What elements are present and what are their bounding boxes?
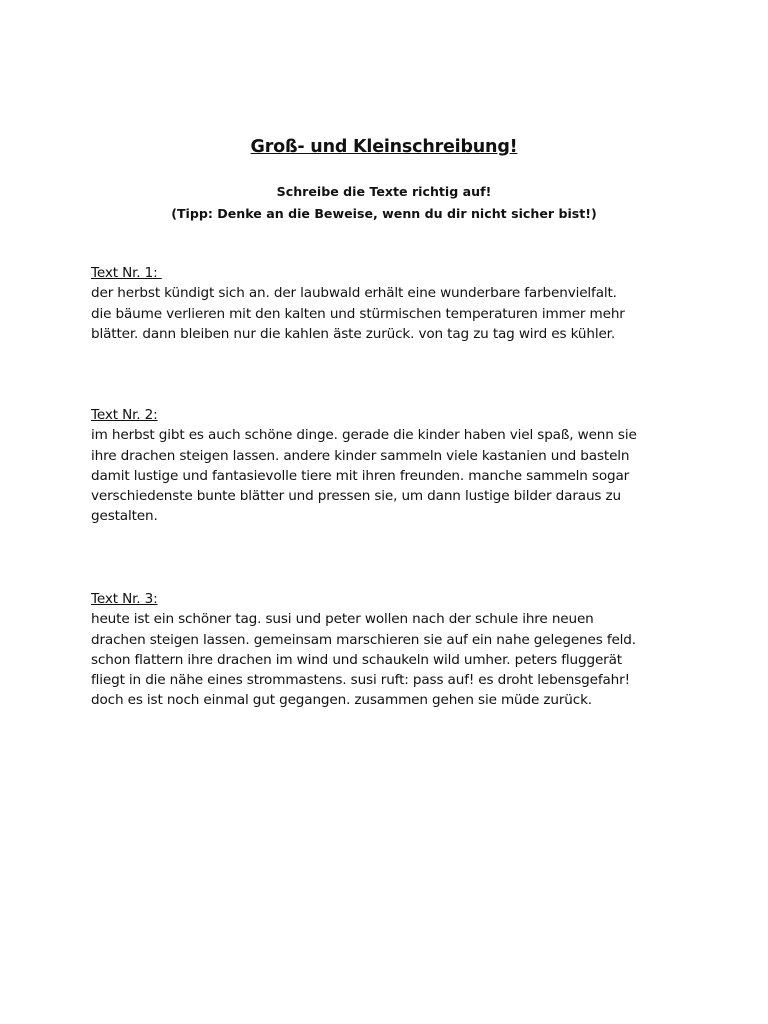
- tip-text: (Tipp: Denke an die Beweise, wenn du dir nicht sicher bist!): [171, 206, 597, 221]
- text-line: doch es ist noch einmal gut gegangen. zusammen gehen sie müde zurück.: [91, 692, 592, 709]
- text-line: fliegt in die nähe eines strommastens. susi ruft: pass auf! es droht lebensgefahr!: [91, 672, 630, 689]
- text-line: im herbst gibt es auch schöne dinge. gerade die kinder haben viel spaß, wenn sie: [91, 427, 637, 444]
- text-line: gestalten.: [91, 508, 158, 525]
- text-line: damit lustige und fantasievolle tiere mit ihren freunden. manche sammeln sogar: [91, 467, 630, 484]
- text-line: verschiedenste bunte blätter und pressen sie, um dann lustige bilder daraus zu: [91, 488, 621, 505]
- section-heading: Text Nr. 1:: [91, 265, 162, 281]
- text-line: der herbst kündigt sich an. der laubwald erhält eine wunderbare farbenvielfalt.: [91, 285, 617, 302]
- text-line: die bäume verlieren mit den kalten und stürmischen temperaturen immer mehr: [91, 305, 625, 322]
- text-section-2: [91, 405, 721, 527]
- text-section-3: [91, 589, 721, 711]
- text-line: drachen steigen lassen. gemeinsam marschieren sie auf ein nahe gelegenes feld.: [91, 631, 636, 648]
- section-heading: Text Nr. 2:: [91, 407, 158, 423]
- instruction-text: Schreibe die Texte richtig auf!: [276, 184, 492, 199]
- text-line: ihre drachen steigen lassen. andere kinder sammeln viele kastanien und basteln: [91, 447, 630, 464]
- section-heading: Text Nr. 3:: [91, 591, 158, 607]
- text-line: blätter. dann bleiben nur die kahlen äste zurück. von tag zu tag wird es kühler.: [91, 325, 616, 342]
- text-line: heute ist ein schöner tag. susi und peter wollen nach der schule ihre neuen: [91, 611, 594, 628]
- document-title: Groß- und Kleinschreibung!: [250, 137, 518, 157]
- instructions: [0, 181, 768, 225]
- text-section-1: [91, 263, 721, 344]
- text-line: schon flattern ihre drachen im wind und schaukeln wild umher. peters fluggerät: [91, 651, 622, 668]
